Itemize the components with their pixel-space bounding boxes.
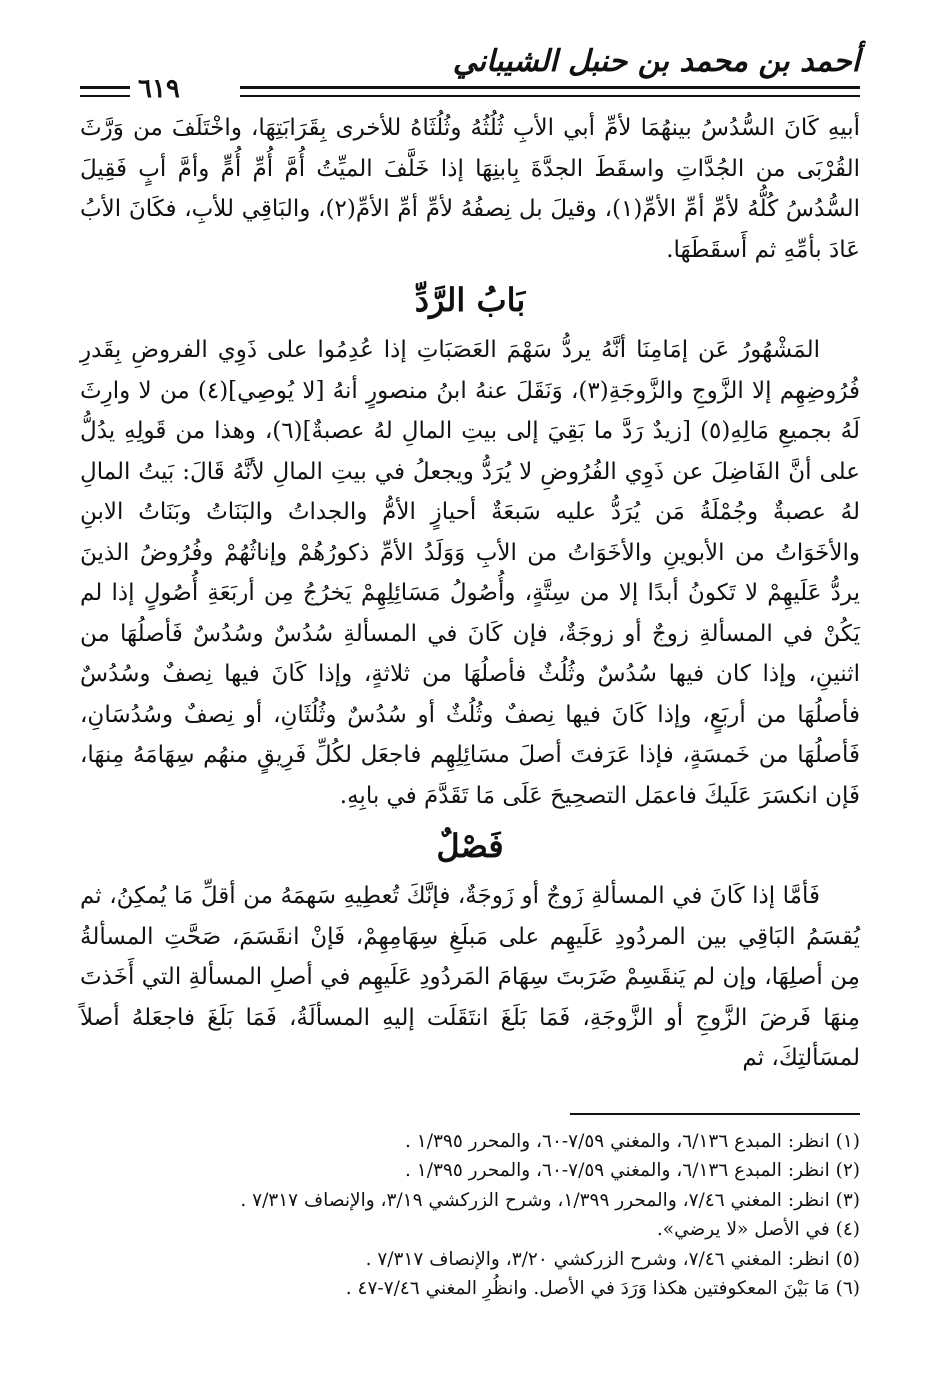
main-text [80, 108, 860, 1079]
footnote-6: (٦) مَا بَيْنَ المعكوفتين هكذا وَرَدَ في الأصل. وانظُرِ المغني ٧/٤٦-٤٧ . [345, 1278, 860, 1299]
page-header [80, 40, 860, 108]
footnote-separator [570, 1113, 860, 1115]
paragraph-intro: أبيهِ كَانَ السُّدُسُ بينهُمَا لأمِّ أبي الأبِ ثُلُثُهُ وثُلُثَاهُ للأخرى بِقَرَابَتِهَا، واخْتَلَفَ من وَرَّثَ القُرْبَى من الجُدَّاتِ واسقَطَ الجدَّةَ بِابنِهَا إذا خَلَّفَ الميِّتُ أُمَّ أُمِّ أُمٍّ وأمَّ أبٍ فَقِيلَ السُّدُسُ كُلُّهُ لأمِّ أمِّ الأمِّ(١)، وقيلَ بل نِصفُهُ لأمِّ أمِّ الأمِّ(٢)، والبَاقِي للأبِ، فكَانَ الأبُ عَادَ بأمِّهِ ثم أَسقَطَهَا. [80, 115, 860, 263]
paragraph-radd: المَشْهُورُ عَن إمَامِنَا أنَّهُ يردُّ سَهْمَ العَصَبَاتِ إذا عُدِمُوا على ذَوِي الفروضِ بِقَدرِ فُرُوضِهِم إلا الزَّوجِ والزَّوجَةِ(٣)، وَنَقَلَ عنهُ ابنُ منصورٍ أنهُ [لا يُوصِي](٤) من لا وارِثَ لَهُ بجميعِ مَالِهِ(٥) [زيدٌ رَدَّ ما بَقِيَ إلى بيتِ المالِ لهُ عصبةٌ](٦)، وهذا من قَولِهِ يدُلُّ على أنَّ الفَاضِلَ عن ذَوِي الفُرُوضِ لا يُرَدُّ ويجعلُ في بيتِ المالِ لأنَّهُ قَالَ: بَيتُ المالِ لهُ عصبةٌ وجُمْلَةُ مَن يُرَدُّ عليه سَبعَةٌ أحيازٍ الأمُّ والجداتُ والبَنَاتُ وبَنَاتُ الابنِ والأخَوَاتُ من الأبوينِ والأخَوَاتُ من الأبِ وَوَلَدُ الأمِّ ذكورُهُمْ وإناثُهُمْ وفُرُوضُ الذينَ يردُّ عَلَيهِمْ لا تَكونُ أبدًا إلا من سِتَّةٍ، وأُصُولُ مَسَائِلِهِمْ يَخرُجُ مِن أربَعَةِ أُصُولٍ إذا لم يَكُنْ في المسألةِ زوجٌ أو زوجَةٌ، فإن كَانَ في المسألةِ سُدُسٌ وسُدُسٌ فَأصلُهَا من اثنينِ، وإذا كان فيها سُدُسٌ وثُلُثٌ فأصلُهَا من ثلاثةٍ، وإذا كَانَ فيها نِصفٌ وسُدُسٌ فأصلُهَا من أربَعٍ، وإذا كَانَ فيها نِصفٌ وثُلُثٌ أو سُدُسٌ وثُلُثَانِ، أو نِصفٌ وسُدُسَانِ، فَأصلُهَا من خَمسَةٍ، فإذا عَرَفتَ أصلَ مسَائِلِهِم فاجعَل لكُلِّ فَرِيقٍ منهُم سِهَامَهُ مِنهَا، فَإن انكسَرَ عَلَيكَ فاعمَل التصحِيحَ عَلَى مَا تَقَدَّمَ في بابِهِ. [80, 337, 861, 809]
footnote-1: (١) انظر: المبدع ٦/١٣٦، والمغني ٧/٥٩-٦٠، والمحرر ١/٣٩٥ . [405, 1130, 860, 1152]
footnotes [80, 1127, 860, 1304]
footnote-4: (٤) في الأصل «لا يرضي». [656, 1219, 860, 1240]
section-heading-fasl: فَصْلٌ [436, 827, 504, 865]
footnote-3: (٣) انظر: المغني ٧/٤٦، والمحرر ١/٣٩٩، وشرح الزركشي ٣/١٩، والإنصاف ٧/٣١٧ . [240, 1189, 860, 1211]
header-rule-left [80, 86, 130, 97]
footnote-2: (٢) انظر: المبدع ٦/١٣٦، والمغني ٧/٥٩-٦٠، والمحرر ١/٣٩٥ . [405, 1160, 860, 1181]
section-heading-radd: بَابُ الرَّدِّ [414, 281, 526, 319]
page-number: ٦١٩ [138, 74, 180, 104]
book-page [80, 40, 860, 1360]
header-rule-right [240, 86, 860, 97]
paragraph-fasl: فَأمَّا إذا كَانَ في المسألةِ زَوجٌ أو زَوجَةٌ، فإنَّكَ تُعطِيهِ سَهمَهُ من أقلِّ مَا يُمكِنُ، ثم يُقسَمُ البَاقِي بين المردُودِ عَلَيهِم على مَبلَغِ سِهَامِهِمْ، فَإنْ انقَسَمَ، صَحَّتِ المسألةُ مِن أصلِهَا، وإن لم يَنقَسِمْ ضَرَبتَ سِهَامَ المَردُودِ عَلَيهِم في أصلِ المسألةِ التي أَخَذتَ مِنهَا فَرضَ الزَّوجِ أو الزَّوجَةِ، فَمَا بَلَغَ انتَقَلَت إليهِ المسألَةُ، فَمَا بَلَغَ فاجعَلهُ أصلاً لمسَألتِكَ، ثم [80, 883, 860, 1071]
running-title: أحمد بن محمد بن حنبل الشيباني [452, 44, 860, 79]
footnote-5: (٥) انظر: المغني ٧/٤٦، وشرح الزركشي ٣/٢٠، والإنصاف ٧/٣١٧ . [365, 1248, 860, 1270]
